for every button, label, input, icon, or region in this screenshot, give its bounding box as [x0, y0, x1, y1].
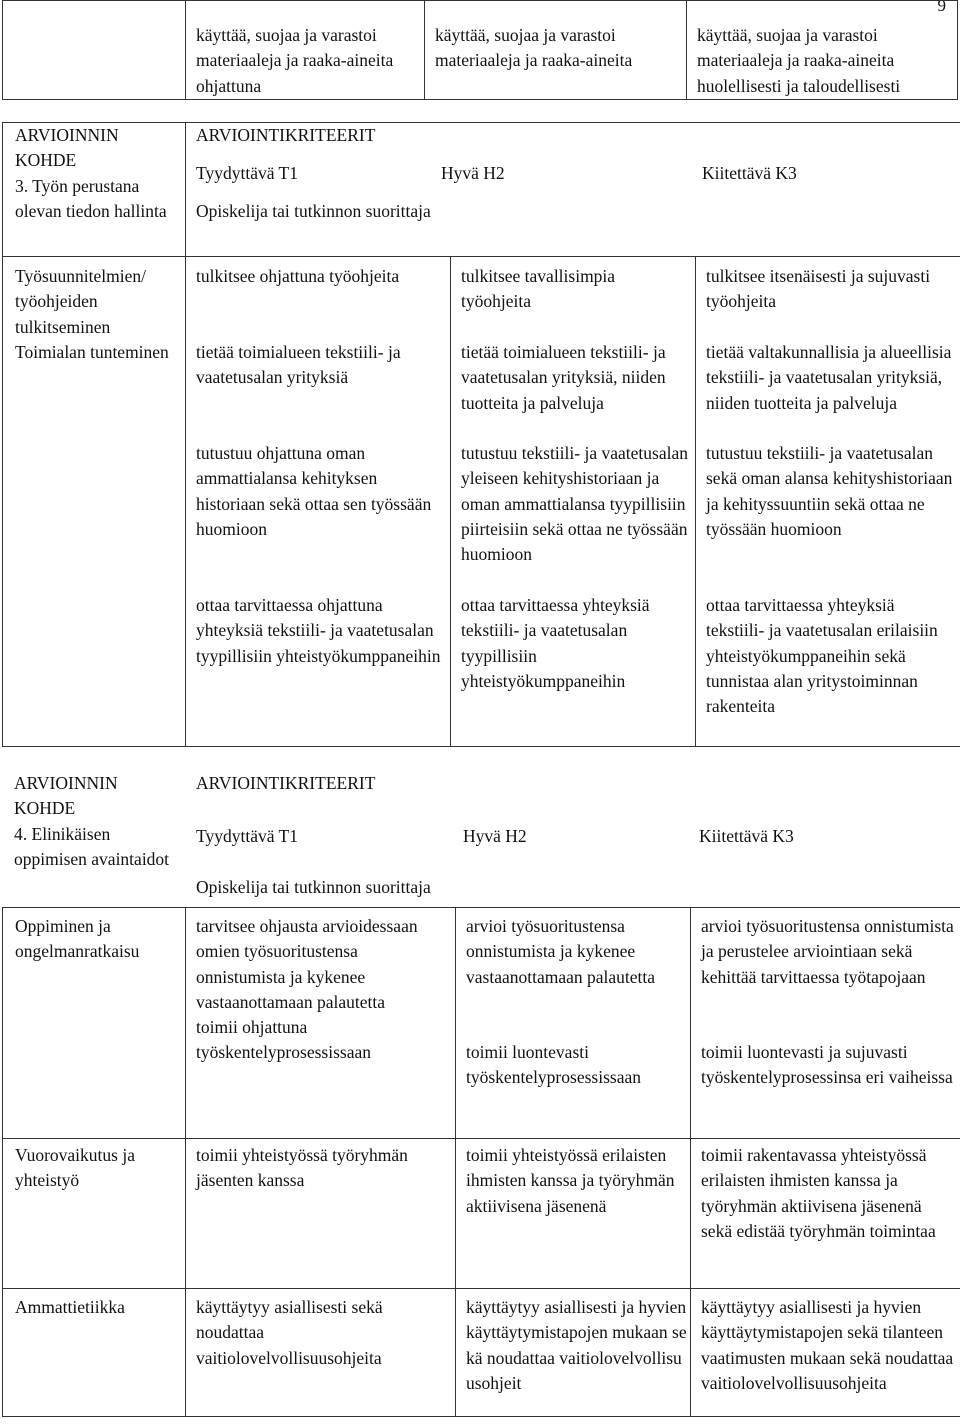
section3-row-label-1: Työsuunnitelmien/ työohjeiden tulkitseminen: [15, 266, 146, 337]
section4-kohde-title: 4. Elinikäisen oppimisen avaintaidot: [14, 823, 170, 869]
section4-header: [2, 771, 960, 903]
section4-row1-label: Oppiminen ja ongelmanratkaisu: [3, 908, 186, 1139]
section3-row-label-2: Toimialan tunteminen: [15, 341, 169, 362]
section3-criteria-header: [186, 123, 960, 257]
section3-t1-cell: [186, 257, 451, 747]
section4-row1-k3: [691, 908, 960, 1139]
section4-h2-heading: Hyvä H2: [463, 826, 527, 846]
section4-t1-heading: Tyydyttävä T1: [196, 826, 298, 846]
section3-t1-item-1: tulkitsee ohjattuna työohjeita: [196, 266, 400, 286]
section3-t1-heading: Tyydyttävä T1: [196, 163, 298, 184]
section3-k3-item-3: tutustuu tekstiili- ja vaatetusalan sekä oman alansa kehityshistoriaan ja kehityssuuntiin sekä ottaa ne työssään huomioon: [706, 443, 953, 539]
top-t1-cell: käyttää, suojaa ja varastoi materiaaleja ja raaka-aineita ohjattuna: [186, 1, 425, 100]
section3-t1-item-3: tutustuu ohjattuna oman ammattialansa kehityksen historiaan sekä ottaa sen työssään huomioon: [196, 443, 432, 539]
section4-row1-k3-item-1: arvioi työsuoritustensa onnistumista ja perustelee arviointiaan sekä kehittää tarvittaessa työtapojaan: [701, 916, 954, 987]
section3-k3-item-4: ottaa tarvittaessa yhteyksiä tekstiili- ja vaatetusalan erilaisiin yhteistyökumppaneihin sekä tunnistaa alan yritystoiminnan rakenteita: [706, 595, 938, 717]
section3-h2-item-2: tietää toimialueen tekstiili- ja vaatetusalan yrityksiä, niiden tuotteita ja palveluja: [461, 342, 666, 413]
section4-row1-h2-item-2: toimii luontevasti työskentelyprosessissaan: [466, 1042, 641, 1088]
section4-table: [2, 907, 960, 1417]
section4-row1-t1-item-1: tarvitsee ohjausta arvioidessaan omien työsuoritustensa onnistumista ja kykenee vastaanottamaan palautetta: [196, 916, 418, 1012]
section3-k3-heading: Kiitettävä K3: [702, 163, 797, 184]
section3-k3-cell: [696, 257, 960, 747]
top-k3-cell: käyttää, suojaa ja varastoi materiaaleja ja raaka-aineita huolellisesti ja taloudellisesti: [687, 1, 958, 100]
section3-h2-item-4: ottaa tarvittaessa yhteyksiä tekstiili- ja vaatetusalan tyypillisiin yhteistyökumppaneihin: [461, 595, 650, 691]
top-empty-cell: [3, 1, 186, 100]
section4-row3-t1: käyttäytyy asiallisesti sekä noudattaa vaitiolovelvollisuusohjeita: [186, 1289, 456, 1417]
top-h2-cell: käyttää, suojaa ja varastoi materiaaleja ja raaka-aineita: [425, 1, 687, 100]
section4-performer: Opiskelija tai tutkinnon suorittaja: [196, 877, 431, 897]
section4-row1-k3-item-2: toimii luontevasti ja sujuvasti työskentelyprosessinsa eri vaiheissa: [701, 1042, 953, 1088]
section4-row2-t1: toimii yhteistyössä työryhmän jäsenten kanssa: [186, 1139, 456, 1289]
section3-k3-item-1: tulkitsee itsenäisesti ja sujuvasti työohjeita: [706, 266, 931, 312]
section3-k3-item-2: tietää valtakunnallisia ja alueellisia tekstiili- ja vaatetusalan yrityksiä, niiden tuotteita ja palveluja: [706, 342, 952, 413]
section3-kohde-title: 3. Työn perustana olevan tiedon hallinta: [15, 175, 167, 221]
section4-row2-label: Vuorovaikutus ja yhteistyö: [3, 1139, 186, 1289]
section4-kohde-label: ARVIOINNIN KOHDE: [14, 773, 118, 819]
section3-performer: Opiskelija tai tutkinnon suorittaja: [196, 201, 431, 222]
section4-row1-t1-item-2: toimii ohjattuna työskentelyprosessissaan: [196, 1017, 371, 1063]
section3-h2-item-3: tutustuu tekstiili- ja vaatetusalan yleiseen kehityshistoriaan ja oman ammattialansa tyypillisiin piirteisiin sekä ottaa ne työssään huomioon: [461, 443, 688, 565]
top-table: [2, 0, 958, 100]
section3-h2-item-1: tulkitsee tavallisimpia työohjeita: [461, 266, 616, 312]
section4-row1-h2: [456, 908, 691, 1139]
section3-h2-heading: Hyvä H2: [441, 163, 505, 184]
section4-kriteerit: ARVIOINTIKRITEERIT: [196, 773, 376, 793]
section3-t1-item-2: tietää toimialueen tekstiili- ja vaatetusalan yrityksiä: [196, 342, 401, 388]
section3-h2-cell: [451, 257, 696, 747]
section3-t1-item-4: ottaa tarvittaessa ohjattuna yhteyksiä tekstiili- ja vaatetusalan tyypillisiin yhteistyökumppaneihin: [196, 595, 441, 666]
section4-row2-k3: toimii rakentavassa yhteistyössä erilaisten ihmisten kanssa ja työryhmän aktiivisena jäsenenä sekä edistää työryhmän toimintaa: [691, 1139, 960, 1289]
section3-label-cell: [3, 257, 186, 747]
section3-kriteerit: ARVIOINTIKRITEERIT: [196, 125, 376, 145]
section4-row1-h2-item-1: arvioi työsuoritustensa onnistumista ja kykenee vastaanottamaan palautetta: [466, 916, 656, 987]
page-number: 9: [937, 0, 946, 15]
section4-row3-h2: käyttäytyy asiallisesti ja hyvien käyttäytymistapojen mukaan sekä noudattaa vaitiolovelvollisuusohjeit: [456, 1289, 691, 1417]
section3-table: [2, 122, 960, 747]
section4-row3-k3: käyttäytyy asiallisesti ja hyvien käyttäytymistapojen sekä tilanteen vaatimusten mukaan sekä noudattaa vaitiolovelvollisuusohjeita: [691, 1289, 960, 1417]
section4-row2-h2: toimii yhteistyössä erilaisten ihmisten kanssa ja työryhmän aktiivisena jäsenenä: [456, 1139, 691, 1289]
section4-row3-label: Ammattietiikka: [3, 1289, 186, 1417]
section3-kohde-label: ARVIOINNIN KOHDE: [15, 125, 119, 171]
section4-row1-t1: [186, 908, 456, 1139]
section4-k3-heading: Kiitettävä K3: [699, 826, 794, 846]
section3-kohde-cell: [3, 123, 186, 257]
